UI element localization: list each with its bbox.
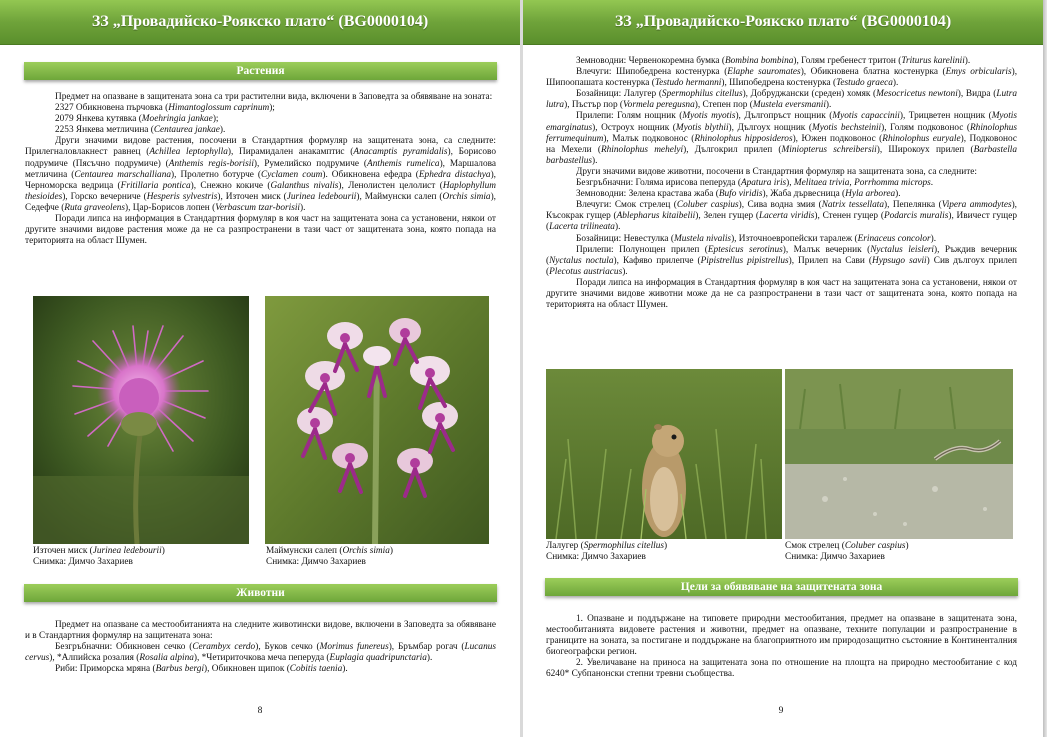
caption-species: Маймунски салеп (Orchis simia) bbox=[266, 546, 393, 556]
animals-closing: Поради липса на информация в Стандартния формуляр в коя част на защитената зона са установени, някои от другите значими видове животни може да не са разпространени в тази част от защитената зона, която попада на територията на област Шумен. bbox=[546, 277, 1017, 311]
amphibians: Земноводни: Червенокоремна бумка (Bombina bombina), Голям гребенест тритон (Triturus karelinii). bbox=[576, 56, 971, 66]
animals-invertebrates: Безгръбначни: Обикновен сечко (Cerambyx cerdo), Буков сечко (Morimus funereus), Бръмбар рогач (Lucanus cervus), *Алпийска розалия (Rosalia alpina), *Четириточкова меча пеперуда (Euplagia quadripunctaria). bbox=[25, 642, 496, 664]
plant-list-item: 2079 Янкева кутявка (Moehringia jankae); bbox=[55, 114, 219, 125]
page-header-right: ЗЗ „Провадийско-Роякско плато“ (BG0000104) bbox=[523, 0, 1043, 45]
caption-species: Лалугер (Spermophilus citellus) bbox=[546, 541, 668, 551]
caption-species: Смок стрелец (Coluber caspius) bbox=[785, 541, 909, 551]
goals-text bbox=[546, 614, 1017, 681]
goal-item: 1. Опазване и поддържане на типовете природни местообитания, предмет на опазване в защитената зона, местообитанията видовете растения и животни, предмет на опазване, техните популации и разпространение в границите на зоната, за постигане и поддържане на благоприятното им природозащитно състояние в Континенталния биогеографски регион. bbox=[546, 614, 1017, 658]
caption-spermophilus bbox=[546, 541, 782, 563]
caption-credit: Снимка: Димчо Захариев bbox=[33, 557, 133, 567]
caption-jurinea bbox=[33, 546, 253, 568]
plant-list-item: 2253 Янкева метличина (Centaurea jankae). bbox=[55, 125, 226, 136]
plants-closing: Поради липса на информация в Стандартния формуляр в коя част на защитената зона са установени, някои от другите значими видове растения може да не са разпространени в тази част от защитената зона, която попада на територията на област Шумен. bbox=[25, 214, 496, 247]
invertebrates-2: Безгръбначни: Голяма ирисова пеперуда (Apatura iris), Melitaea trivia, Porrhomma microps. bbox=[576, 178, 934, 189]
animals-text bbox=[25, 620, 496, 675]
page-number-right: 9 bbox=[778, 706, 784, 716]
caption-orchis bbox=[266, 546, 486, 568]
animals-fish: Риби: Приморска мряна (Barbus bergi), Обикновен щипок (Cobitis taenia). bbox=[55, 664, 348, 675]
page-left bbox=[0, 0, 520, 737]
bats: Прилепи: Голям нощник (Myotis myotis), Дългопръст нощник (Myotis capaccinii), Трицветен нощник (Myotis emarginatus), Остроух нощник (Myotis blythii), Дългоух нощник (Myotis bechsteinii), Голям подковонос (Rhinolophus ferrumequinum), Малък подковонос (Rhinolophus hipposideros), Южен подковонос (Rhinolophus euryale), Подковонос на Мехели (Rhinolophus mehelyi), Дългокрил прилеп (Miniopterus schreibersii), Широкоух прилеп (Barbastella barbastellus). bbox=[546, 111, 1018, 166]
photo-orchis-simia bbox=[265, 296, 489, 544]
plants-other-species: Други значими видове растения, посочени в Стандартния формуляр на защитената зона, са следните: Прилегналовлакнест равнец (Achillea leptophylla), Пирамидален анакамптис (Anacamptis pyramidalis), Борисово подрумиче (Пясъчно подрумиче) (Anthemis regis-borisii), Румелийско подрумиче (Anthemis rumelica), Маршалова метличина (Centaurea marschalliana), Пролетно ботурче (Cyclamen coum). Обикновена ефедра (Ephedra distachya), Черноморска ведрица (Fritillaria pontica), Снежно кокиче (Galanthus nivalis), Ленолистен целолист (Haplophyllum thesioides), Горско вечерниче (Hesperis sylvestris), Източен миск (Jurinea ledebourii), Маймунски салеп (Orchis simia), Седефче (Ruta graveolens), Цар-Борисов лопен (Verbascum tzar-borisii). bbox=[25, 136, 497, 213]
reptiles: Влечуги: Шипобедрена костенурка (Elaphe sauromates), Обикновена блатна костенурка (Emys orbicularis), Шипоопашата костенурка (Testudo hermanni), Шипобедрена костенурка (Testudo graeca). bbox=[546, 67, 1018, 89]
caption-credit: Снимка: Димчо Захариев bbox=[785, 552, 885, 562]
mammals: Бозайници: Лалугер (Spermophilus citellus), Добруджански (среден) хомяк (Mesocricetus newtoni), Видра (Lutra lutra), Пъстър пор (Vormela peregusna), Степен пор (Mustela eversmanii). bbox=[546, 89, 1017, 111]
caption-coluber bbox=[785, 541, 1013, 563]
photo-coluber-caspius bbox=[785, 369, 1013, 539]
plants-intro: Предмет на опазване в защитената зона са три растителни вида, включени в Заповедта за обявяване на зоната: bbox=[55, 92, 493, 102]
goal-item: 2. Увеличаване на приноса на защитената зона по отношение на площта на природно местообитание с код 6240* Субпанонски степни тревни съобщества. bbox=[546, 658, 1017, 680]
photo-jurinea-ledebourii bbox=[33, 296, 249, 544]
page-number-left: 8 bbox=[257, 706, 263, 716]
page-header-left: ЗЗ „Провадийско-Роякско плато“ (BG0000104) bbox=[0, 0, 520, 45]
plants-text bbox=[25, 92, 496, 247]
bats-2: Прилепи: Полунощен прилеп (Eptesicus serotinus), Малък вечерник (Nyctalus leisleri), Ръждив вечерник (Nyctalus noctula), Кафяво прилепче (Pipistrellus pipistrellus), Прилеп на Сави (Hypsugo savii) Сив дългоух прилеп (Plecotus austriacus). bbox=[546, 244, 1018, 277]
section-title-goals: Цели за обявяване на защитената зона bbox=[545, 578, 1018, 596]
mammals-2: Бозайници: Невестулка (Mustela nivalis), Източноевропейски таралеж (Erinaceus concolor). bbox=[576, 233, 937, 244]
caption-species: Източен миск (Jurinea ledebourii) bbox=[33, 546, 165, 556]
right-animals-text bbox=[546, 56, 1017, 311]
caption-credit: Снимка: Димчо Захариев bbox=[546, 552, 646, 562]
photo-spermophilus-citellus bbox=[546, 369, 782, 539]
page-right bbox=[523, 0, 1043, 737]
plant-list-item: 2327 Обикновена пърчовка (Himantoglossum caprinum); bbox=[55, 103, 275, 114]
reptiles-2: Влечуги: Смок стрелец (Coluber caspius), Сива водна змия (Natrix tessellata), Пепелянка (Vipera ammodytes), Късокрак гущер (Ablepharus kitaibelii), Зелен гущер (Lacerta viridis), Стенен гущер (Podarcis muralis), Ивичест гущер (Lacerta trilineata). bbox=[546, 200, 1017, 233]
page-edge-shadow bbox=[1043, 0, 1047, 737]
amphibians-2: Земноводни: Зелена крастава жаба (Bufo viridis), Жаба дървесница (Hyla arborea). bbox=[576, 189, 901, 200]
caption-credit: Снимка: Димчо Захариев bbox=[266, 557, 366, 567]
animals-intro: Предмет на опазване са местообитанията на следните животински видове, включени в Заповедта за обявяване и в Стандартния формуляр на защитената зона: bbox=[25, 620, 496, 642]
section-title-plants: Растения bbox=[24, 62, 497, 80]
other-animals-intro: Други значими видове животни, посочени в Стандартния формуляр на защитената зона, са следните: bbox=[576, 166, 977, 177]
section-title-animals: Животни bbox=[24, 584, 497, 602]
